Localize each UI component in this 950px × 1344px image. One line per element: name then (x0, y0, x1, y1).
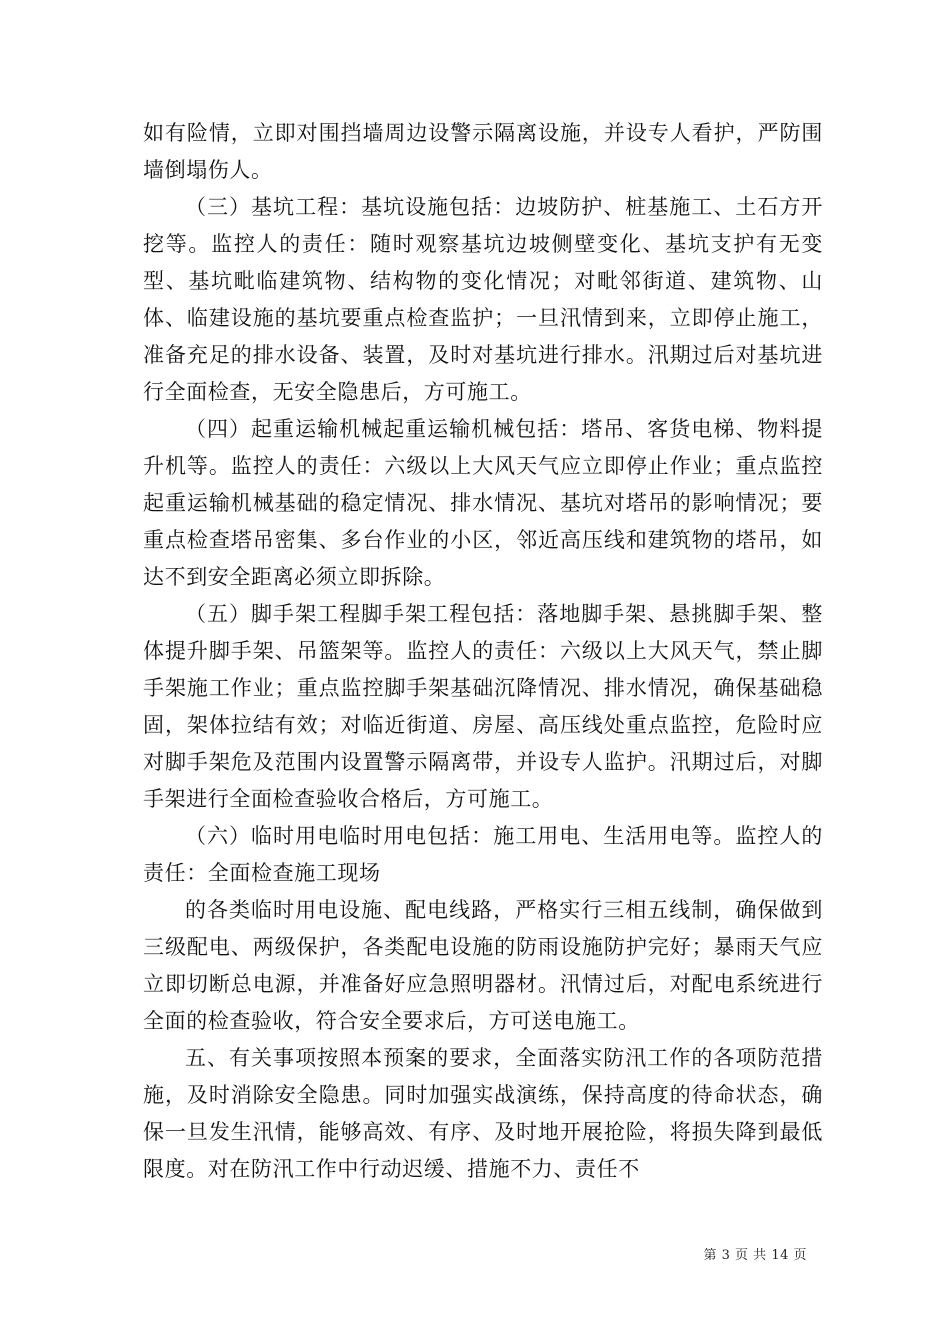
paragraph-scaffolding: （五）脚手架工程脚手架工程包括：落地脚手架、悬挑脚手架、整体提升脚手架、吊篮架等。监控人的责任：六级以上大风天气，禁止脚手架施工作业；重点监控脚手架基础沉降情况、排水情况，确保基础稳固，架体拉结有效；对临近街道、房屋、高压线处重点监控，危险时应对脚手架危及范围内设置警示隔离带，并设专人监护。汛期过后，对脚手架进行全面检查验收合格后，方可施工。 (143, 602, 823, 811)
paragraph-lifting-machinery: （四）起重运输机械起重运输机械包括：塔吊、客货电梯、物料提升机等。监控人的责任：六级以上大风天气应立即停止作业；重点监控起重运输机械基础的稳定情况、排水情况、基坑对塔吊的影响情况；要重点检查塔吊密集、多台作业的小区，邻近高压线和建筑物的塔吊，如达不到安全距离必须立即拆除。 (143, 417, 823, 589)
document-body (143, 115, 823, 1188)
paragraph-continuation-hazard: 如有险情，立即对围挡墙周边设警示隔离设施，并设专人看护，严防围墙倒塌伤人。 (143, 121, 823, 182)
paragraph-power-facilities: 的各类临时用电设施、配电线路，严格实行三相五线制，确保做到三级配电、两级保护，各类配电设施的防雨设施防护完好；暴雨天气应立即切断总电源，并准备好应急照明器材。汛情过后，对配电系统进行全面的检查验收，符合安全要求后，方可送电施工。 (143, 898, 823, 1033)
paragraph-foundation-pit: （三）基坑工程：基坑设施包括：边坡防护、桩基施工、土石方开挖等。监控人的责任：随时观察基坑边坡侧壁变化、基坑支护有无变型、基坑毗临建筑物、结构物的变化情况；对毗邻街道、建筑物、山体、临建设施的基坑要重点检查监护；一旦汛情到来，立即停止施工，准备充足的排水设备、装置，及时对基坑进行排水。汛期过后对基坑进行全面检查，无安全隐患后，方可施工。 (143, 195, 823, 404)
paragraph-related-matters: 五、有关事项按照本预案的要求，全面落实防汛工作的各项防范措施，及时消除安全隐患。同时加强实战演练，保持高度的待命状态，确保一旦发生汛情，能够高效、有序、及时地开展抢险，将损失降到最低限度。对在防汛工作中行动迟缓、措施不力、责任不 (143, 1046, 823, 1181)
page-number-footer: 第 3 页 共 14 页 (703, 1248, 807, 1263)
paragraph-temporary-power: （六）临时用电临时用电包括：施工用电、生活用电等。监控人的责任：全面检查施工现场 (143, 824, 823, 885)
